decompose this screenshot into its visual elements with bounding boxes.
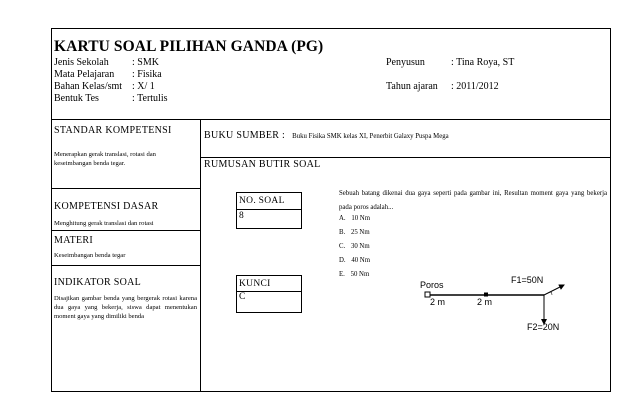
kunci-label: KUNCI	[239, 279, 271, 289]
kunci-divider	[237, 291, 301, 292]
header-value-tahun-ajaran: : 2011/2012	[451, 81, 499, 92]
header-label-jenis-sekolah: Jenis Sekolah	[54, 57, 109, 68]
header-label-penyusun: Penyusun	[386, 57, 425, 68]
no-soal-label: NO. SOAL	[239, 196, 285, 206]
standar-kompetensi-label: STANDAR KOMPETENSI	[54, 125, 172, 136]
question-text: Sebuah batang dikenai dua gaya seperti pada gambar ini, Resultan moment gaya yang bekerja pada poros adalah...	[339, 190, 607, 211]
kunci-box	[236, 275, 302, 313]
question-card	[51, 28, 611, 392]
segment-1-label: 2 m	[430, 297, 446, 307]
header-value-penyusun: : Tina Roya, ST	[451, 57, 515, 68]
option-a-letter: A.	[339, 215, 346, 222]
option-a-text: 10 Nm	[351, 215, 371, 222]
buku-sumber	[204, 125, 449, 143]
no-soal-divider	[237, 209, 301, 210]
option-b-letter: B.	[339, 229, 346, 236]
header-label-bahan-kelas: Bahan Kelas/smt	[54, 81, 123, 92]
option-d-text: 40 Nm	[351, 257, 371, 264]
header-value-bentuk-tes: : Tertulis	[132, 93, 168, 104]
buku-sumber-label: BUKU SUMBER :	[204, 130, 286, 141]
divider-standar	[52, 188, 200, 189]
indikator-soal-text: Disajikan gambar benda yang bergerak rotasi karena dua gaya yang bekerja, siswa dapat menentukan moment gaya yang dimiliki benda	[54, 295, 197, 320]
option-c-letter: C.	[339, 243, 346, 250]
option-c	[339, 243, 370, 250]
header-label-mata-pelajaran: Mata Pelajaran	[54, 69, 115, 80]
no-soal-value: 8	[239, 211, 245, 221]
f1-arrow	[544, 285, 564, 295]
header-value-mata-pelajaran: : Fisika	[132, 69, 162, 80]
option-a	[339, 215, 370, 222]
kompetensi-dasar-label: KOMPETENSI DASAR	[54, 201, 159, 212]
header-value-jenis-sekolah: : SMK	[132, 57, 159, 68]
header-value-bahan-kelas: : X/ 1	[132, 81, 155, 92]
divider-left-column	[200, 119, 201, 392]
segment-2-label: 2 m	[477, 297, 493, 307]
indikator-soal-label: INDIKATOR SOAL	[54, 277, 142, 288]
option-d-letter: D.	[339, 257, 346, 264]
option-e-text: 50 Nm	[350, 271, 370, 278]
header-label-tahun-ajaran: Tahun ajaran	[386, 81, 438, 92]
divider-materi	[52, 265, 200, 266]
kunci-value: C	[239, 292, 246, 302]
middle-point	[484, 293, 488, 297]
buku-sumber-text: Buku Fisika SMK kelas XI, Penerbit Galaxy Puspa Mega	[292, 133, 449, 140]
f2-label: F2=20N	[527, 322, 560, 332]
no-soal-box	[236, 192, 302, 229]
header-label-bentuk-tes: Bentuk Tes	[54, 93, 99, 104]
divider-kompetensi	[52, 230, 200, 231]
option-e-letter: E.	[339, 271, 345, 278]
poros-label: Poros	[420, 280, 444, 290]
divider-header	[52, 119, 610, 120]
option-c-text: 30 Nm	[350, 243, 370, 250]
option-b-text: 25 Nm	[350, 229, 370, 236]
option-b	[339, 229, 370, 236]
standar-kompetensi-text: Menerapkan gerak translasi, rotasi dan keseimbangan benda tegar.	[54, 151, 156, 167]
option-e	[339, 271, 369, 278]
divider-buku-sumber	[200, 157, 610, 158]
option-d	[339, 257, 370, 264]
angle-arc	[549, 292, 552, 295]
materi-label: MATERI	[54, 235, 94, 246]
kompetensi-dasar-text: Menghitung gerak translasi dan rotasi	[54, 220, 154, 227]
materi-text: Keseimbangan benda tegar	[54, 252, 126, 259]
card-title: KARTU SOAL PILIHAN GANDA (PG)	[54, 38, 324, 55]
f1-label: F1=50N	[511, 275, 544, 285]
rumusan-butir-soal-label: RUMUSAN BUTIR SOAL	[204, 159, 321, 170]
